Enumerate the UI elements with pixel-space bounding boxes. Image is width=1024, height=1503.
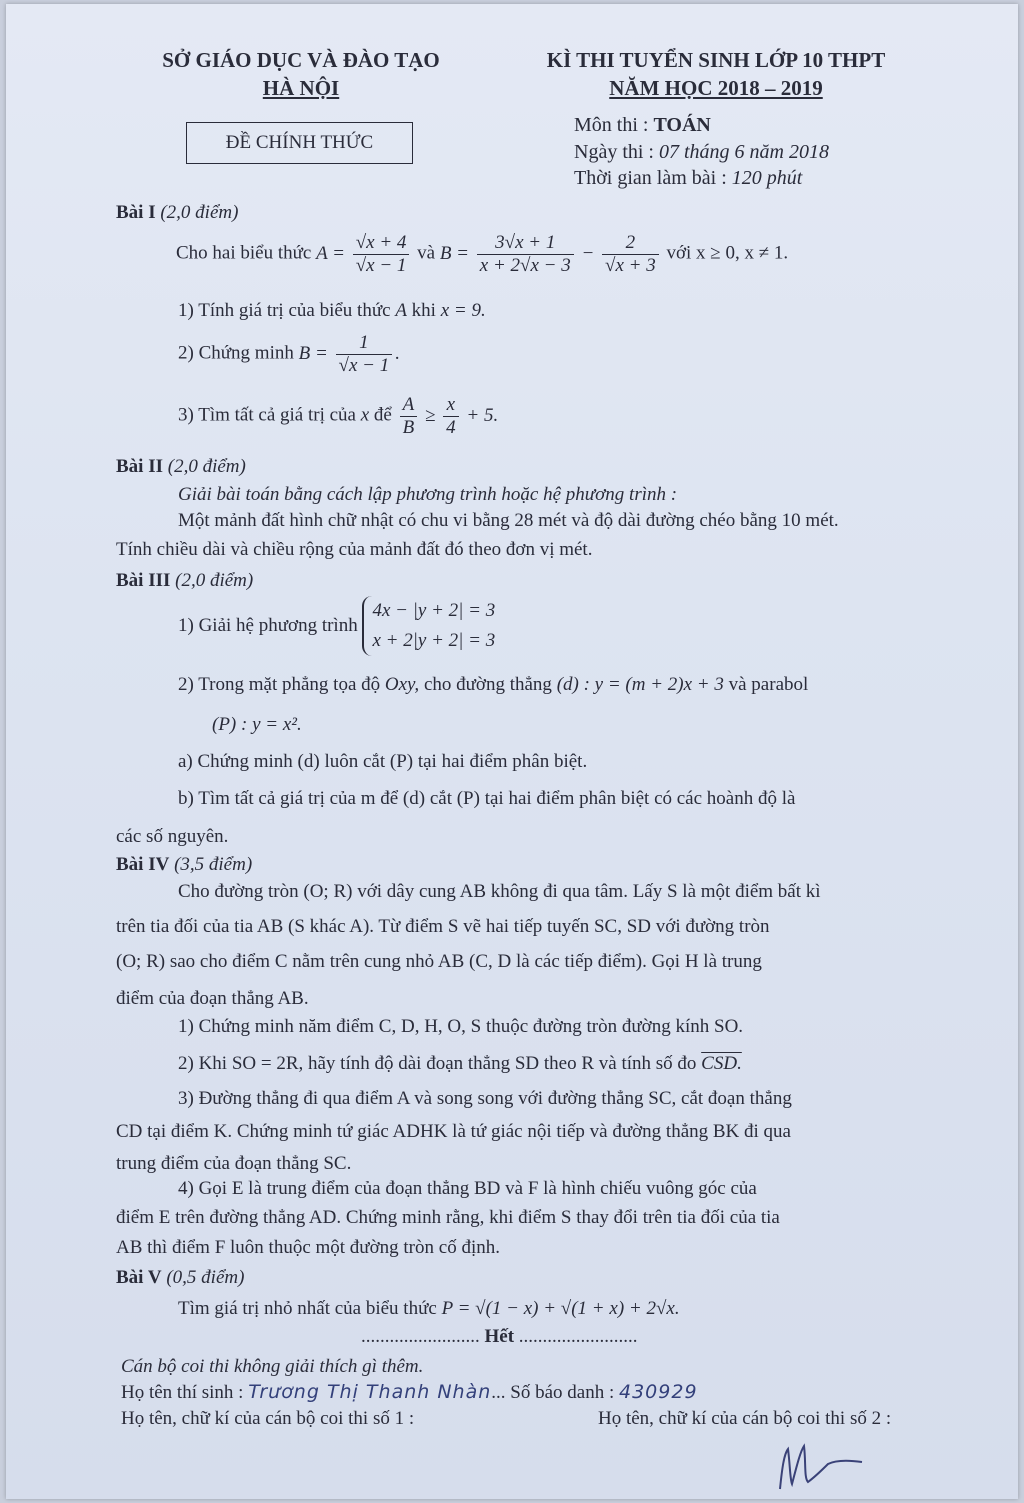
bai5-text: Tìm giá trị nhỏ nhất của biểu thức [178, 1298, 437, 1319]
q3-text: 3) Tìm tất cả giá trị của [178, 404, 356, 426]
bai5-line [178, 1298, 680, 1320]
bai3-q1 [178, 596, 495, 656]
bai1-intro-text: Cho hai biểu thức [176, 242, 312, 264]
subject-label: Môn thi : [574, 114, 654, 136]
subject: TOÁN [653, 114, 711, 136]
bai3-points: (2,0 điểm) [175, 570, 254, 591]
q3-var: x [360, 404, 370, 426]
end-dots-left: ......................... [361, 1326, 480, 1347]
bai4-points: (3,5 điểm) [174, 854, 253, 875]
bai4-q4b: điểm E trên đường thẳng AD. Chứng minh rằng, khi điểm S thay đổi trên tia đối của tia [116, 1207, 780, 1228]
sbd-label: ... Số báo danh : [491, 1382, 619, 1403]
invigilator2-line: Họ tên, chữ kí của cán bộ coi thi số 2 : [598, 1408, 892, 1429]
end-word: Hết [484, 1326, 515, 1347]
bai2-points: (2,0 điểm) [167, 456, 246, 477]
bai4-heading [116, 854, 252, 876]
bai2-line2: Một mảnh đất hình chữ nhật có chu vi bằng 28 mét và độ dài đường chéo bằng 10 mét. [178, 510, 839, 531]
q2-c: cho đường thẳng [423, 674, 552, 695]
date-label: Ngày thi : [574, 141, 659, 163]
bai4-q4c: AB thì điểm F luôn thuộc một đường tròn cố định. [116, 1237, 500, 1258]
bai3-q2 [178, 674, 808, 696]
name-label: Họ tên thí sinh : [121, 1382, 249, 1403]
q1-post: khi [411, 300, 436, 321]
time-label: Thời gian làm bài : [574, 167, 732, 189]
q1-var: A [395, 300, 407, 321]
exam-date: 07 tháng 6 năm 2018 [659, 141, 829, 163]
bai4-q1: 1) Chứng minh năm điểm C, D, H, O, S thuộc đường tròn đường kính SO. [178, 1016, 744, 1037]
bai4-p1: Cho đường tròn (O; R) với dây cung AB không đi qua tâm. Lấy S là một điểm bất kì [178, 881, 821, 902]
bai3-q1-text: 1) Giải hệ phương trình [178, 615, 358, 636]
q3-mid: để [373, 404, 392, 426]
bai4-q3a: 3) Đường thẳng đi qua điểm A và song song với đường thẳng SC, cắt đoạn thẳng [178, 1088, 792, 1109]
bai2-title: Bài II [116, 456, 163, 477]
signature-mark [776, 1434, 866, 1494]
bai3-title: Bài III [116, 570, 171, 591]
bai4-p4: điểm của đoạn thẳng AB. [116, 988, 309, 1009]
q2-d: (d) : y = (m + 2)x + 3 [556, 674, 724, 695]
dept-name: SỞ GIÁO DỤC VÀ ĐÀO TẠO [162, 48, 440, 72]
bai1-condition: với x ≥ 0, x ≠ 1. [666, 242, 789, 264]
candidate-number: 430929 [619, 1381, 698, 1403]
bai3-heading [116, 570, 253, 592]
expr-p: P = √(1 − x) + √(1 + x) + 2√x. [441, 1298, 680, 1319]
expr-a: A = $\frac{√x + 4}{√x - 1}$ [316, 243, 417, 264]
bai4-q2 [178, 1053, 742, 1075]
end-marker [361, 1326, 638, 1348]
equation-system [362, 596, 495, 656]
q1-x: x = 9. [440, 300, 486, 321]
expr-b: B = $\frac{3√x + 1}{x + 2√x - 3}$ − $\frac{2}{√x + 3}$ [440, 243, 667, 264]
exam-title: KÌ THI TUYỂN SINH LỚP 10 THPT [546, 48, 886, 72]
q2-e: và parabol [728, 674, 809, 695]
end-dots-right: ......................... [518, 1326, 638, 1347]
date-line [574, 141, 829, 164]
q2-a: 2) Trong mặt phẳng tọa độ [178, 674, 381, 695]
bai1-points: (2,0 điểm) [160, 202, 239, 223]
bai4-q3b: CD tại điểm K. Chứng minh tứ giác ADHK là tứ giác nội tiếp và đường thẳng BK đi qua [116, 1121, 791, 1142]
bai1-q2: 2) Chứng minh B = $\frac{1}{√x - 1}$ . [178, 332, 400, 376]
eq1: 4x − |y + 2| = 3 [372, 600, 496, 621]
arc-csd: CSD. [701, 1053, 742, 1074]
bai3-qb2: các số nguyên. [116, 826, 229, 847]
bai1-q3: 3) Tìm tất cả giá trị của x để $\frac{A}{B}$ ≥ $\frac{x}{4}$ + 5. [178, 394, 499, 438]
bai4-q3c: trung điểm của đoạn thẳng SC. [116, 1153, 352, 1174]
bai5-title: Bài V [116, 1267, 162, 1288]
bai3-qb1: b) Tìm tất cả giá trị của m để (d) cắt (P) tại hai điểm phân biệt có các hoành độ là [178, 788, 796, 809]
bai4-p3: (O; R) sao cho điểm C nằm trên cung nhỏ AB (C, D là các tiếp điểm). Gọi H là trung [116, 951, 762, 972]
bai2-line1: Giải bài toán bằng cách lập phương trình hoặc hệ phương trình : [178, 484, 678, 505]
bai2-heading [116, 456, 246, 478]
exam-year: NĂM HỌC 2018 – 2019 [609, 76, 823, 100]
time-line [574, 167, 802, 190]
bai4-title: Bài IV [116, 854, 170, 875]
invigilator1-line: Họ tên, chữ kí của cán bộ coi thi số 1 : [121, 1408, 415, 1429]
bai4-p2: trên tia đối của tia AB (S khác A). Từ điểm S vẽ hai tiếp tuyến SC, SD với đường tròn [116, 916, 770, 937]
and-word: và [417, 242, 436, 264]
bai5-points: (0,5 điểm) [166, 1267, 245, 1288]
bai5-heading [116, 1267, 244, 1289]
official-stamp: ĐỀ CHÍNH THỨC [186, 122, 413, 164]
q2-text: 2) Chứng minh [178, 342, 294, 364]
bai1-q1 [178, 300, 486, 322]
candidate-name: Trương Thị Thanh Nhàn [248, 1381, 492, 1403]
bai2-line3: Tính chiều dài và chiều rộng của mảnh đất đó theo đơn vị mét. [116, 539, 593, 560]
footer-note: Cán bộ coi thi không giải thích gì thêm. [121, 1356, 424, 1377]
q1-text: 1) Tính giá trị của biểu thức [178, 300, 391, 321]
bai1-intro [176, 232, 788, 277]
bai4-q2-text: 2) Khi SO = 2R, hãy tính độ dài đoạn thẳng SD theo R và tính số đo [178, 1053, 697, 1074]
bai4-q4a: 4) Gọi E là trung điểm của đoạn thẳng BD và F là hình chiếu vuông góc của [178, 1178, 757, 1199]
bai1-title: Bài I [116, 202, 156, 223]
eq2: x + 2|y + 2| = 3 [372, 630, 496, 651]
bai1-heading [116, 202, 238, 224]
q2-b: Oxy, [384, 674, 420, 695]
parabol-eq: (P) : y = x². [212, 714, 302, 735]
dept-city: HÀ NỘI [262, 76, 340, 100]
bai3-qa: a) Chứng minh (d) luôn cắt (P) tại hai điểm phân biệt. [178, 751, 588, 772]
subject-line [574, 114, 711, 137]
candidate-line [121, 1381, 698, 1404]
exam-time: 120 phút [731, 167, 803, 189]
exam-paper [6, 4, 1018, 1499]
